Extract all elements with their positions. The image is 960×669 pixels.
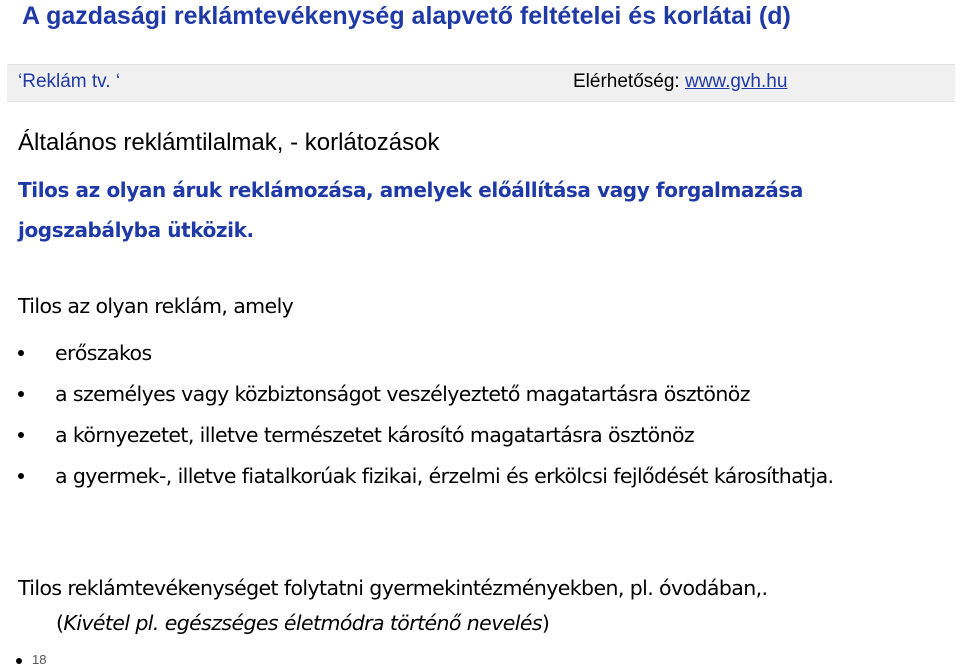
page-number: [16, 652, 46, 667]
list-item: [18, 335, 948, 372]
ad-ban-list: [18, 335, 948, 498]
institution-ban-paragraph: [18, 571, 948, 641]
exception-text: Kivétel pl. egészséges életmódra történő nevelés: [63, 611, 542, 635]
list-item: [18, 376, 948, 413]
list-item: [18, 417, 948, 454]
list-item-text: erőszakos: [55, 341, 152, 365]
bullet-icon: [16, 658, 22, 664]
list-item-text: a gyermek-, illetve fiatalkorúak fizikai, érzelmi és erkölcsi fejlődését károsíthatja.: [55, 464, 834, 488]
bullet-icon: [18, 473, 24, 479]
bullet-icon: [18, 350, 24, 356]
paren-close: ): [541, 611, 550, 635]
gvh-website-link[interactable]: www.gvh.hu: [684, 71, 788, 92]
list-item-text: a környezetet, illetve természetet károsító magatartásra ösztönöz: [55, 423, 695, 447]
product-ban-paragraph: Tilos az olyan áruk reklámozása, amelyek előállítása vagy forgalmazása jogszabályba ütközik.: [18, 178, 803, 242]
info-band: [7, 64, 955, 102]
slide-title: A gazdasági reklámtevékenység alapvető feltételei és korlátai (d): [22, 2, 791, 30]
page-number-value: 18: [32, 652, 47, 667]
bullet-icon: [18, 391, 24, 397]
law-reference: ‘Reklám tv. ‘: [18, 71, 121, 92]
exception-note: [18, 606, 948, 641]
paren-open: (: [56, 611, 64, 635]
contact-label: Elérhetőség:: [573, 71, 685, 92]
bullet-icon: [18, 432, 24, 438]
list-item-text: a személyes vagy közbiztonságot veszélyeztető magatartásra ösztönöz: [55, 382, 750, 406]
list-item: [18, 458, 948, 494]
section-heading: Általános reklámtilalmak, - korlátozások: [18, 129, 440, 156]
institution-ban-text: Tilos reklámtevékenységet folytatni gyermekintézményekben, pl. óvodában,.: [18, 576, 768, 600]
ad-ban-intro: Tilos az olyan reklám, amely: [18, 294, 294, 318]
contact-info: [573, 71, 787, 93]
